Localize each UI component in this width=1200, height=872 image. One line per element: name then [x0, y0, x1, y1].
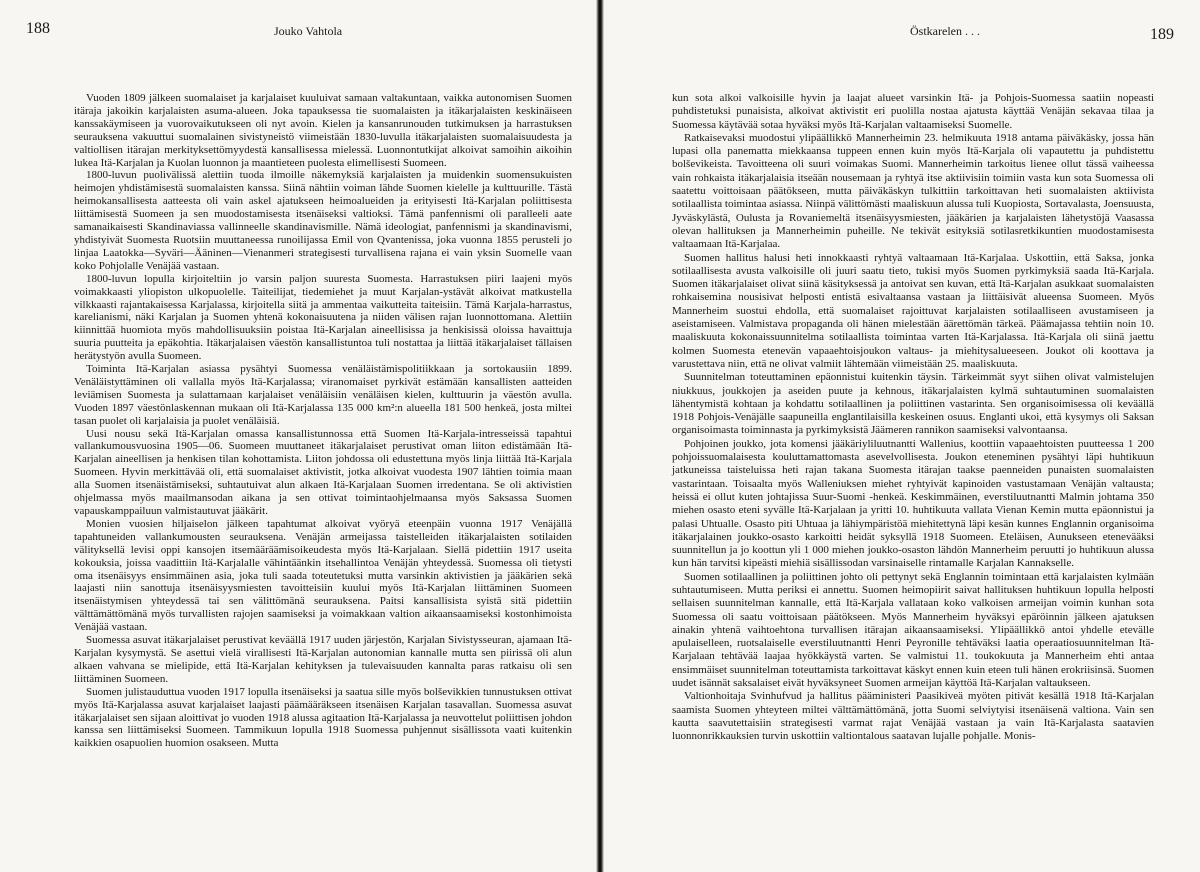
right-paragraph: Pohjoinen joukko, jota komensi jääkäriyliluutnantti Wallenius, koottiin vapaaehtoisten puutteessa 1 200 pohjoissuomalaisesta kouluttamattomasta asevelvollisesta. Joukon eteneminen pysähtyi läpi huhtikuun jatkuneissa taisteluissa heti rajan takana Suomesta itärajan taakse paenneiden punaisten suomalaisten vastarintaan. Toisaalta myös Walleniuksen miehet ryhtyivät kapinoiden vastustamaan Venäjän valtausta; heissä ei ollut kuten johtajissa Suur-Suomi -henkeä. Keskimmäinen, everstiluutnantti Malmin johtama 350 miehen osasto eteni syvälle Itä-Karjalaan ja yritti 10. huhtikuuta vallata Vienan Kemin mutta epäonnistui ja palasi Uhtualle. Osasto piti Uhtuaa ja lähiympäristöä miehitettynä läpi kesän kunnes Englannin organisoima itäkarjalainen joukko-osasto karkoitti heidät syksyllä 1918 Suomeen. Eteläisen, Aunukseen etenevääksi suunnitellun ja jo koottun yli 1 000 miehen joukko-osaston lähdön Mannerheim peruutti jo huhtikuun alussa kun hän tarvitsi kipeästi miehiä sisällissodan varsinaiselle rintamalle Karjalan Kannakselle.	[672, 437, 1154, 570]
right-page-header	[672, 22, 1174, 62]
right-paragraph: Suunnitelman toteuttaminen epäonnistui kuitenkin täysin. Tärkeimmät syyt siihen olivat valmistelujen niukkuus, joukkojen ja aseiden puute ja kehnous, itäkarjalaisten kylmä suhtautuminen suomalaisten lähentymistä kohtaan ja kohdattu sotilaallinen ja poliittinen vastarinta. Sen organisoimisessa oli keväällä 1918 Pohjois-Venäjälle saapuneilla englantilaisilla keskeinen osuus. Englanti ukoi, että kysymys oli Saksan organisoimasta toiminnasta ja pyrkimyksistä Jäämeren rannikon saamiseksi valvontaansa.	[672, 371, 1154, 437]
book-gutter	[596, 0, 604, 872]
right-paragraph: Suomen sotilaallinen ja poliittinen johto oli pettynyt sekä Englannin toimintaan että karjalaisten kylmään suhtautumiseen. Mutta periksi ei annettu. Suomen heimopiirit saivat hallituksen huhtikuun lopulla helposti sellaisen suunnitelman kannalle, että Itä-Karjala vallataan koko valkoisen armeijan voimin kunhan sota Suomessa oli saatu voittoisaan päätökseen. Myös Mannerheim hyväksyi epäröinnin jälkeen ajatuksen ainakin yhtenä vaihtoehtona turvallisen itärajan aikaansaamiseksi. Ylipäällikkö antoi yhdelle etevälle apulaiselleen, ruotsalaiselle everstiluutnantti Henri Peyronille tehtäväksi laatia operaatiosuunnitelman Itä-Karjalaan tehtävää laajaa hyökkäystä varten. Se valmistui 11. toukokuuta ja Mannerheim ehti antaa ensimmäiset suunnitelman toteuttamista tarkoittavat käskyt ennen kuin eteen tuli hänen erokriisinsä. Suomen uudet isännät saksalaiset eivät hyväksyneet Suomen armeijan käyttöä Itä-Karjalan valtaukseen.	[672, 570, 1154, 690]
left-paragraph: 1800-luvun puolivälissä alettiin tuoda ilmoille näkemyksiä karjalaisten ja muidenkin suomensukuisten heimojen yhdistämisestä suomalaisten kanssa. Siinä nähtiin voiman lähde Suomen kielelle ja kulttuurille. Tästä heimokansallisesta aatteesta oli vain askel ajatukseen heimoalueiden ja erityisesti Itä-Karjalan poliittisesta liittämisestä Suomeen ja sen muodostamisesta itsenäiseksi valtioksi. Tämä panfennismi oli paralleeli aate samanaikaisesti Skandinaviassa vallinneelle skandinavismille. Nämä ideologiat, panfennismi ja skandinavismi, yhdistyivät Suomesta Ruotsiin muuttaneessa runoilijassa Emil von Qvantenissa, joka vuonna 1855 perusteli jo linjaa Laatokka—Syväri—Ääninen—Vienanmeri strategisesti turvallisena rajana ei vain yksin Suomelle vaan koko Pohjolalle Venäjää vastaan.	[74, 169, 572, 272]
left-paragraph: Uusi nousu sekä Itä-Karjalan omassa kansallistunnossa että Suomen Itä-Karjala-intresseissä tapahtui vallankumousvuosina 1905—06. Suomeen muuttaneet itäkarjalaiset perustivat oman liiton edistämään Itä-Karjalan aineellisen ja henkisen tilan kohottamista. Liiton johdossa oli edustettuna myös linja liittää Itä-Karjala Suomeen. Hyvin merkittävää oli, että suomalaiset aktivistit, jotka alkoivat vuodesta 1907 lähtien toimia maan alla Suomen itsenäistämiseksi, suhtautuivat alun alkaen Itä-Karjalaan Suomen irredentana. Se oli aktivistien ohjelmassa myös maailmansodan aikana ja sen ottivat toimintaohjelmaansa myös Saksassa Suomen vapauskamppailuun valmistautuvat jääkärit.	[74, 427, 572, 517]
right-paragraph: Ratkaisevaksi muodostui ylipäällikkö Mannerheimin 23. helmikuuta 1918 antama päiväkäsky, jossa hän lupasi olla panematta miekkaansa tuppeen ennen kuin myös Itä-Karjala oli vapautettu ja puhdistettu bolševikeista. Tavoitteena oli suuri voimakas Suomi. Mannerheimin tarkoitus lienee ollut tässä vaiheessa vain rohkaista itäkarjalaisia itseään nousemaan ja ryhtyä itse aktiivisiin toimiin vasta kun sota Suomessa oli saatettu voittoisaan päätökseen, mutta päiväkäskyn tulkittiin tarkoittavan heti suomalaisten aktiivista sotilaallista toimintaa asiassa. Niinpä välittömästi maaliskuun alussa tuli Kuopiosta, Sortavalasta, Joensuusta, Jyväskylästä, Oulusta ja Rovaniemeltä itsenäisyysmiesten, jääkärien ja karjalaisten lähetystöjä Vaasassa olevan hallituksen ja Mannerheimin puheille. Ne tekivät esityksiä sotilasretkikuntien muodostamisesta valtaamaan Itä-Karjalaa.	[672, 131, 1154, 251]
right-paragraph: Suomen hallitus halusi heti innokkaasti ryhtyä valtaamaan Itä-Karjalaa. Uskottiin, että Saksa, jonka sotilaallisesta avusta valkoisille oli juuri saatu tieto, tukisi myös Suomen pyrkimyksiä saada Itä-Karjala. Suomen itäkarjalaiset olivat siinä käsityksessä ja antoivat sen kuvan, että Itä-Karjalan asukkaat suomalaisten rohkaisemina nousisivat helposti entistä esivaltaansa vastaan ja liittäisivät alueensa Suomeen. Myös Mannerheim suostui ehdolla, että suomalaiset rajoittuvat karjalaisten sotilaalliseen avustamiseen ja aseistamiseen. Valmistava propaganda oli hänen mielestään äärettömän tärkeä. Päämajassa tehtiin noin 10. maaliskuuta kokonaissuunnitelma sotilaallista toimintaa varten Itä-Karjalassa. Itä-Karjala oli siinä jaettu kolmen Suomesta etenevän vapaaehtoisjoukon valtaus- ja miehitysalueeseen. Joukot oli koottava ja varustettava niin, että ne olivat valmiit lähtemään viimeistään 25. maaliskuuta.	[672, 251, 1154, 370]
left-page-number: 188	[26, 20, 50, 37]
right-paragraph: kun sota alkoi valkoisille hyvin ja laajat alueet varsinkin Itä- ja Pohjois-Suomessa saatiin nopeasti puhdistetuksi punaisista, alkoivat aktivistit eri puolilla nostaa ajatusta käyttää Venäjän sekavaa tilaa ja Suomessa käytävää sotaa hyväksi myös Itä-Karjalan valtaamiseksi Suomelle.	[672, 92, 1154, 131]
right-running-head: Östkarelen . . .	[910, 24, 980, 38]
left-paragraph: Monien vuosien hiljaiselon jälkeen tapahtumat alkoivat vyöryä eteenpäin vuonna 1917 Venäjällä tapahtuneiden vallankumousten seurauksena. Venäjän armeijassa taistelleiden itäkarjalaisten sotilaiden välityksellä levisi oppi kansojen itsemääräämisoikeudesta myös Itä-Karjalaan. Siellä pidettiin 1917 useita kokouksia, joissa vaadittiin Itä-Karjalalle vähintäänkin itsehallintoa Venäjän yhteydessä. Suomessa oli tietysti oma itsenäisyys ensimmäinen asia, joka tuli saada toteutetuksi mutta varsinkin aktivistien ja jääkärien sekä laajasti niin sanottuja itsenäisyysmiesten tavoitteisiin kuului myös Itä-Karjalan liittäminen Suomeen itsenäistymisen yhteydessä tai sen välittömänä seurauksena. Paitsi kansallisista syistä sitä pidettiin välttämättömänä myös turvallisten rajojen saamiseksi ja voimakkaan valtion aikaansaamiseksi kostonhimoista Venäjää vastaan.	[74, 517, 572, 634]
left-paragraph: Suomessa asuvat itäkarjalaiset perustivat keväällä 1917 uuden järjestön, Karjalan Sivistysseuran, ajamaan Itä-Karjalan kysymystä. Se asettui vielä virallisesti Itä-Karjalan autonomian kannalle mutta sen piirissä oli alun alkaen vahvana se mielipide, että Itä-Karjalan kehityksen ja tulevaisuuden kannalta paras ratkaisu oli sen liittäminen Suomeen.	[74, 634, 572, 685]
right-page-number: 189	[1150, 26, 1174, 43]
left-page-body	[74, 92, 572, 750]
left-paragraph: Suomen julistauduttua vuoden 1917 lopulla itsenäiseksi ja saatua sille myös bolševikkien tunnustuksen ottivat myös Itä-Karjalassa asuvat karjalaiset laajasti päämääräkseen itsenäisen Karjalan tasavallan. Suomessa asuvat itäkarjalaiset sen sijaan aloittivat jo vuoden 1918 alussa agitaation Itä-Karjalassa ja neuvottelut poliittisen johdon kanssa sen liittämiseksi Suomeen. Tammikuun lopulla 1918 Suomessa puhjennut sisällissota vaati kuitenkin kaikkien osapuolien huomion osakseen. Mutta	[74, 685, 572, 750]
left-page-header	[26, 20, 572, 62]
left-paragraph: 1800-luvun lopulla kirjoiteltiin jo varsin paljon suuresta Suomesta. Harrastuksen piiri laajeni myös voimakkaasti yliopiston ulkopuolelle. Taiteilijat, tiedemiehet ja muut Karjalan-ystävät alkoivat matkustella vilkkaasti rajantakaisessa Karjalassa, kirjoitella siitä ja ammentaa vaikutteita taiteisiin. Tämä Karjala-harrastus, karelianismi, näki Karjalan ja Suomen yhtenä kokonaisuutena ja niiden välisen rajan luonnottomana. Alettiin kiinnittää huomiota myös mahdollisuuksiin poistaa Itä-Karjalan aineellisissa ja henkisissä oloissa havaittuja suuria puutteita ja epäkohtia. Itäkarjalaisen väestön kansallistuntoa tuli nostattaa ja liittää itäkarjalaiset tällaisen herätystyön avulla Suomeen.	[74, 272, 572, 363]
left-running-head: Jouko Vahtola	[274, 24, 343, 38]
left-paragraph: Vuoden 1809 jälkeen suomalaiset ja karjalaiset kuuluivat samaan valtakuntaan, vaikka autonomisen Suomen itäraja jakoikin karjalaisten asuma-alueen. Joka tapauksessa tie suomalaisten ja itäkarjalaisten keskinäiseen kanssakäymiseen ja vuorovaikutukseen oli nyt avoin. Kielen ja kansanrunouden tutkimuksen ja harrastuksen seurauksena vakuuttui suomalainen sivistyneistö viimeistään 1830-luvulla itäkarjalaisten suomalaisuudesta ja valtiollisen itärajan merkityksettömyydestä kansallisessa mielessä. Luonnontutkijat alkoivat samoihin aikoihin lukea Itä-Karjalan ja Kuolan luonnon ja maantieteen puolesta elimellisesti Suomeen.	[74, 92, 572, 169]
right-page	[600, 0, 1200, 872]
right-paragraph: Valtionhoitaja Svinhufvud ja hallitus pääministeri Paasikiveä myöten pitivät kesällä 1918 Itä-Karjalan saamista Suomen yhteyteen miltei välttämättömänä, jotta Suomi selviytyisi itsenäisenä valtiona. Vain sen kautta saavutettaisiin strategisesti varmat rajat Venäjää vastaan ja vain Itä-Karjalasta saatavien luonnonrikkauksien turvin uskottiin valtiontalous saatavan lujalle pohjalle. Monis-	[672, 690, 1154, 743]
right-page-body	[672, 92, 1154, 744]
left-paragraph: Toiminta Itä-Karjalan asiassa pysähtyi Suomessa venäläistämispolitiikkaan ja sortokausiin 1899. Venäläistyttäminen oli vallalla myös Itä-Karjalassa; viranomaiset pyrkivät estämään kansallisten aatteiden leviämisen Suomesta ja sulattamaan karjalaiset venäläisiin venäläisen kielen, kulttuurin ja väestön avulla. Vuoden 1897 väestönlaskennan mukaan oli Itä-Karjalassa 135 000 km²:n alueella 181 500 henkeä, josta miltei tasan puolet oli karjalaisia ja puolet venäläisiä.	[74, 363, 572, 427]
